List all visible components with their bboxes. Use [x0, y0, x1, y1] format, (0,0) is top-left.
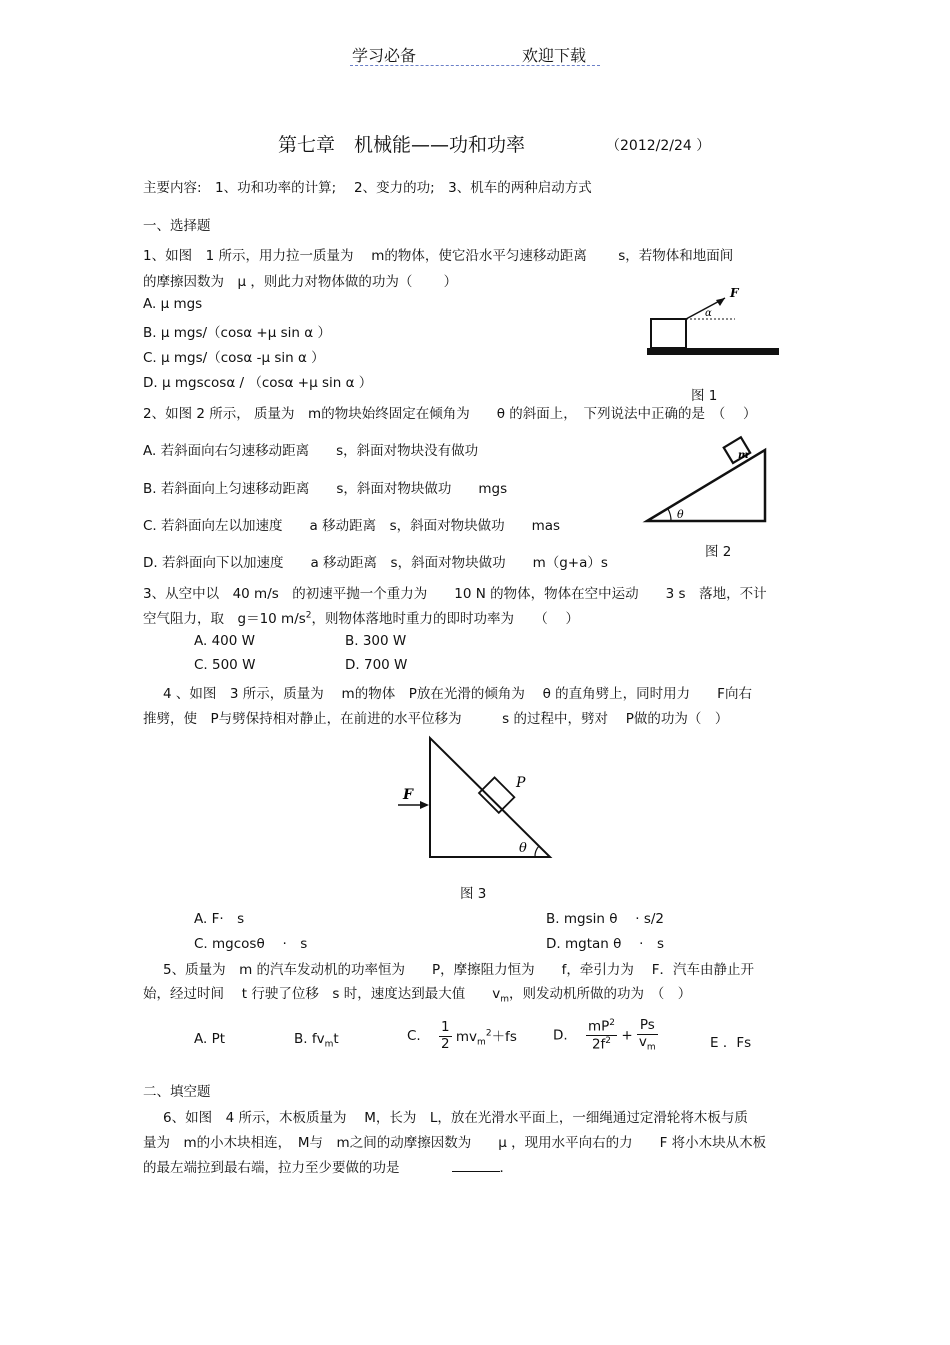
- q5-option-d-label: D.: [553, 1027, 568, 1044]
- q1-option-c: C. μ mgs/（cosα -μ sin α ）: [143, 350, 325, 366]
- q6-line1: 6、如图 4 所示，木板质量为 M，长为 L，放在光滑水平面上，一细绳通过定滑轮将木板与质: [163, 1110, 748, 1126]
- q4-option-d: D. mgtan θ · s: [546, 936, 664, 952]
- q6-line3-end: ．: [499, 1160, 513, 1176]
- q5-option-d-den1: [586, 1036, 617, 1053]
- fig1-ground: [647, 348, 779, 355]
- q5-option-d-sup1: 2: [609, 1018, 616, 1028]
- q4-option-c: C. mgcosθ · s: [194, 936, 308, 952]
- q5-option-d-fraction-1: [586, 1018, 617, 1053]
- q5-option-d-num1-text: mP: [587, 1018, 610, 1035]
- q5-line2-sub: m: [500, 994, 509, 1005]
- q4-option-a: A. F· s: [194, 911, 245, 927]
- fig2-angle-arc: [668, 509, 671, 521]
- q4-line2: 推劈，使 P与劈保持相对静止，在前进的水平位移为 s 的过程中，劈对 P做的功为（ ）: [143, 711, 729, 727]
- q5-option-d-plus: +: [621, 1027, 633, 1044]
- figure-1-caption: 图 1: [691, 388, 718, 404]
- q3-line2-sup: 2: [305, 610, 312, 621]
- q5-option-e: E ．Fs: [710, 1035, 752, 1051]
- q5-option-c-label: C.: [407, 1028, 421, 1045]
- q3-option-a: A. 400 W: [194, 633, 255, 649]
- page-title: 第七章 机械能——功和功率: [278, 134, 526, 156]
- fig2-block-label: m: [738, 450, 749, 461]
- q5-option-a: A. Pt: [194, 1031, 226, 1047]
- fig3-angle-label: θ: [519, 841, 527, 856]
- figure-2-caption: 图 2: [705, 544, 732, 560]
- q5-option-d-num2: Ps: [637, 1018, 658, 1035]
- q5-option-d-den2: [637, 1035, 658, 1053]
- header-left: 学习必备: [352, 46, 417, 65]
- figure-3-caption: 图 3: [460, 886, 487, 902]
- fig3-wedge: [430, 738, 550, 857]
- q3-line1: 3、从空中以 40 m/s 的初速平抛一个重力为 10 N 的物体，物体在空中运动 3 s 落地，不计: [143, 586, 767, 602]
- q1-option-a: A. μ mgs: [143, 296, 203, 312]
- q5-option-b-text: B. fv: [294, 1031, 325, 1047]
- q5-option-d-den2-text: v: [638, 1033, 647, 1050]
- figure-1: [645, 282, 785, 362]
- q5-option-c-tail: ＋fs: [491, 1028, 517, 1045]
- q5-line2: [143, 982, 691, 1005]
- fig3-angle-arc: [535, 846, 539, 857]
- q5-option-c-mv: mv: [455, 1028, 478, 1045]
- q5-option-c-term: [455, 1028, 517, 1048]
- fig1-arrowhead: [716, 298, 725, 306]
- fig3-block: [479, 777, 514, 812]
- q5-option-c-sub: m: [477, 1037, 486, 1048]
- fig2-angle-label: θ: [677, 508, 684, 521]
- q5-option-d-sup2: 2: [605, 1036, 612, 1047]
- q2-option-b: B. 若斜面向上匀速移动距离 s，斜面对物块做功 mgs: [143, 481, 508, 497]
- section-fill-heading: 二、填空题: [143, 1084, 211, 1100]
- q5-option-d-sub2: m: [646, 1042, 656, 1053]
- q1-line2: 的摩擦因数为 μ ，则此力对物体做的功为（ ）: [143, 274, 458, 290]
- q5-option-c-den: 2: [441, 1035, 450, 1052]
- q5-line2-text: 始，经过时间 t 行驶了位移 s 时，速度达到最大值 v: [143, 986, 501, 1002]
- header-dashed-rule: [350, 65, 600, 66]
- page-date: （2012/2/24 ）: [606, 138, 711, 154]
- q2-option-a: A. 若斜面向右匀速移动距离 s，斜面对物块没有做功: [143, 443, 479, 459]
- figure-2: [645, 433, 775, 528]
- q6-line3: [143, 1156, 513, 1176]
- q5-option-b: [294, 1031, 339, 1050]
- fig3-force-label: F: [403, 787, 413, 803]
- figure-3: [395, 733, 565, 863]
- q6-line3-text: 的最左端拉到最右端，拉力至少要做的功是: [143, 1160, 400, 1176]
- q3-option-c: C. 500 W: [194, 657, 256, 673]
- fig1-force-label: F: [730, 286, 739, 300]
- q1-option-b: B. μ mgs/（cosα +μ sin α ）: [143, 325, 331, 341]
- q5-option-c: [407, 1020, 517, 1052]
- q3-option-d: D. 700 W: [345, 657, 408, 673]
- header-right: 欢迎下载: [522, 46, 587, 65]
- q4-option-b: B. mgsin θ · s/2: [546, 911, 664, 927]
- fig1-angle-label: α: [705, 308, 712, 319]
- q2-option-d: D. 若斜面向下以加速度 a 移动距离 s，斜面对物块做功 m（g+a）s: [143, 555, 608, 571]
- q1-line1: 1、如图 1 所示，用力拉一质量为 m的物体，使它沿水平匀速移动距离 s，若物体和地面间: [143, 248, 734, 264]
- q5-option-c-sup: 2: [485, 1028, 492, 1039]
- q6-line2: 量为 m的小木块相连， M与 m之间的动摩擦因数为 μ ，现用水平向右的力 F 将小木块从木板: [143, 1135, 767, 1151]
- q4-line1: 4 、如图 3 所示，质量为 m的物体 P放在光滑的倾角为 θ 的直角劈上，同时用力 F向右: [163, 686, 752, 702]
- q5-option-d-fraction-2: [637, 1018, 658, 1053]
- q3-line2-a: 空气阻力，取 g＝10 m/s: [143, 611, 306, 627]
- fig1-block: [651, 319, 686, 348]
- intro-text: 主要内容: 1、功和功率的计算; 2、变力的功; 3、机车的两种启动方式: [143, 180, 592, 196]
- q5-option-c-fraction: [439, 1020, 452, 1052]
- fig3-arrowhead: [420, 801, 429, 809]
- section-choice-heading: 一、选择题: [143, 218, 211, 234]
- q5-option-b-sub: m: [324, 1039, 334, 1050]
- q6-answer-blank[interactable]: [452, 1159, 500, 1172]
- q2-option-c: C. 若斜面向左以加速度 a 移动距离 s，斜面对物块做功 mas: [143, 518, 561, 534]
- q2-stem: 2、如图 2 所示， 质量为 m的物块始终固定在倾角为 θ 的斜面上， 下列说法中正确的是 （ ）: [143, 406, 757, 422]
- q3-option-b: B. 300 W: [345, 633, 407, 649]
- q5-option-b-tail: t: [333, 1031, 339, 1047]
- q5-option-c-num: 1: [441, 1019, 450, 1035]
- fig3-block-label: P: [516, 775, 526, 791]
- q5-line1: 5、质量为 m 的汽车发动机的功率恒为 P，摩擦阻力恒为 f，牵引力为 F．汽车由静止开: [163, 962, 754, 978]
- q1-option-d: D. μ mgscosα / （cosα +μ sin α ）: [143, 375, 373, 391]
- q5-option-d-num1: [586, 1018, 617, 1036]
- q3-line2: [143, 607, 579, 627]
- q5-option-d-den1-text: 2f: [591, 1036, 606, 1053]
- q5-line2-tail: ，则发动机所做的功为 （ ）: [508, 986, 692, 1002]
- q3-line2-b: ，则物体落地时重力的即时功率为 （ ）: [311, 611, 580, 627]
- q5-option-d: [553, 1018, 658, 1053]
